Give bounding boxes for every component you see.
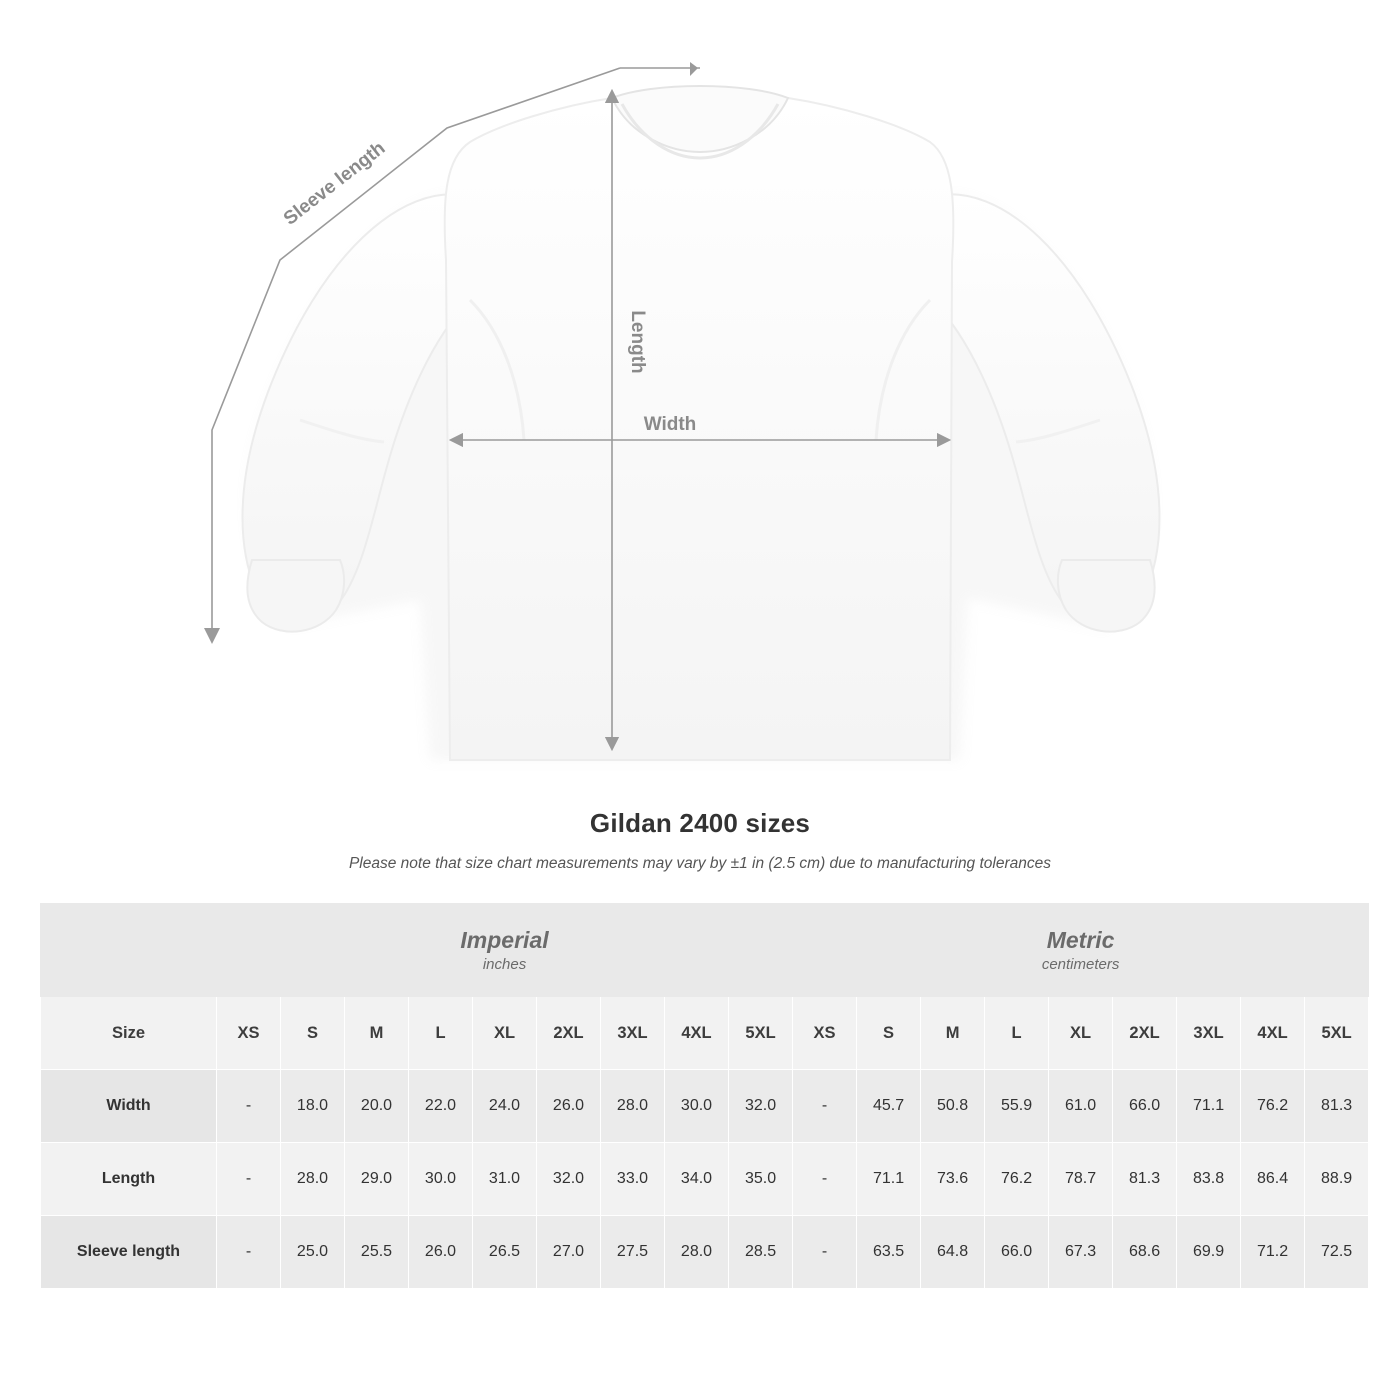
header-size-imperial-2: M (345, 997, 409, 1070)
cell-length-metric-4: 78.7 (1049, 1143, 1113, 1216)
unit-metric-name: Metric (1046, 926, 1115, 953)
cell-sleeve-metric-6: 69.9 (1177, 1216, 1241, 1289)
table-row (41, 1070, 1369, 1143)
cell-width-imperial-8: 32.0 (729, 1070, 793, 1143)
page-title: Gildan 2400 sizes (589, 808, 811, 838)
header-size-metric-0: XS (793, 997, 857, 1070)
table-row (41, 1143, 1369, 1216)
cell-sleeve-metric-0: - (793, 1216, 857, 1289)
cell-length-imperial-1: 28.0 (281, 1143, 345, 1216)
header-size-imperial-0: XS (217, 997, 281, 1070)
row-label-width: Width (41, 1070, 217, 1143)
cell-length-metric-6: 83.8 (1177, 1143, 1241, 1216)
header-size-imperial-8: 5XL (729, 997, 793, 1070)
cell-width-metric-4: 61.0 (1049, 1070, 1113, 1143)
cell-length-imperial-5: 32.0 (537, 1143, 601, 1216)
cell-length-metric-7: 86.4 (1241, 1143, 1305, 1216)
header-size-metric-4: XL (1049, 997, 1113, 1070)
unit-metric (793, 904, 1369, 997)
cell-length-metric-8: 88.9 (1305, 1143, 1369, 1216)
cell-sleeve-metric-7: 71.2 (1241, 1216, 1305, 1289)
cell-width-imperial-3: 22.0 (409, 1070, 473, 1143)
size-header-row (41, 997, 1369, 1070)
long-sleeve-shirt (243, 86, 1160, 760)
header-size-metric-3: L (985, 997, 1049, 1070)
unit-metric-sub: centimeters (1041, 955, 1120, 973)
cell-length-imperial-2: 29.0 (345, 1143, 409, 1216)
cell-width-imperial-4: 24.0 (473, 1070, 537, 1143)
cell-width-metric-8: 81.3 (1305, 1070, 1369, 1143)
cell-length-imperial-8: 35.0 (729, 1143, 793, 1216)
row-label-sleeve-length: Sleeve length (41, 1216, 217, 1289)
header-size-imperial-6: 3XL (601, 997, 665, 1070)
header-size-imperial-3: L (409, 997, 473, 1070)
header-size-metric-1: S (857, 997, 921, 1070)
cell-width-imperial-1: 18.0 (281, 1070, 345, 1143)
cell-length-metric-1: 71.1 (857, 1143, 921, 1216)
table-row (41, 1216, 1369, 1289)
cell-length-metric-0: - (793, 1143, 857, 1216)
cell-sleeve-metric-5: 68.6 (1113, 1216, 1177, 1289)
header-size-metric-2: M (921, 997, 985, 1070)
cell-length-imperial-0: - (217, 1143, 281, 1216)
cell-sleeve-metric-3: 66.0 (985, 1216, 1049, 1289)
cell-sleeve-imperial-5: 27.0 (537, 1216, 601, 1289)
cell-width-metric-3: 55.9 (985, 1070, 1049, 1143)
header-size-imperial-1: S (281, 997, 345, 1070)
cell-sleeve-imperial-7: 28.0 (665, 1216, 729, 1289)
header-size: Size (41, 997, 217, 1070)
cell-sleeve-imperial-3: 26.0 (409, 1216, 473, 1289)
cell-width-metric-2: 50.8 (921, 1070, 985, 1143)
cell-sleeve-imperial-0: - (217, 1216, 281, 1289)
cell-width-imperial-0: - (217, 1070, 281, 1143)
cell-length-imperial-6: 33.0 (601, 1143, 665, 1216)
header-size-metric-6: 3XL (1177, 997, 1241, 1070)
header-size-imperial-4: XL (473, 997, 537, 1070)
width-label: Width (643, 414, 697, 435)
sleeve-length-label: Sleeve length (279, 137, 390, 230)
cell-width-metric-0: - (793, 1070, 857, 1143)
cell-sleeve-metric-2: 64.8 (921, 1216, 985, 1289)
unit-imperial (217, 904, 793, 997)
cell-sleeve-imperial-8: 28.5 (729, 1216, 793, 1289)
header-size-imperial-5: 2XL (537, 997, 601, 1070)
cell-length-metric-2: 73.6 (921, 1143, 985, 1216)
cell-width-imperial-7: 30.0 (665, 1070, 729, 1143)
header-size-metric-8: 5XL (1305, 997, 1369, 1070)
size-chart-table (40, 903, 1369, 1289)
cell-width-metric-6: 71.1 (1177, 1070, 1241, 1143)
cell-sleeve-imperial-2: 25.5 (345, 1216, 409, 1289)
cell-width-metric-5: 66.0 (1113, 1070, 1177, 1143)
cell-length-imperial-4: 31.0 (473, 1143, 537, 1216)
cell-width-imperial-2: 20.0 (345, 1070, 409, 1143)
cell-sleeve-metric-8: 72.5 (1305, 1216, 1369, 1289)
cell-width-imperial-6: 28.0 (601, 1070, 665, 1143)
length-label: Length (627, 310, 648, 374)
cell-width-metric-1: 45.7 (857, 1070, 921, 1143)
cell-sleeve-metric-1: 63.5 (857, 1216, 921, 1289)
header-size-metric-5: 2XL (1113, 997, 1177, 1070)
cell-sleeve-metric-4: 67.3 (1049, 1216, 1113, 1289)
unit-imperial-sub: inches (482, 955, 527, 973)
cell-sleeve-imperial-1: 25.0 (281, 1216, 345, 1289)
cell-length-imperial-3: 30.0 (409, 1143, 473, 1216)
cell-sleeve-imperial-4: 26.5 (473, 1216, 537, 1289)
unit-imperial-name: Imperial (460, 926, 549, 953)
cell-length-metric-5: 81.3 (1113, 1143, 1177, 1216)
measurement-note: Please note that size chart measurements may vary by ±1 in (2.5 cm) due to manufacturing tolerances (348, 855, 1052, 872)
header-size-metric-7: 4XL (1241, 997, 1305, 1070)
cell-length-imperial-7: 34.0 (665, 1143, 729, 1216)
header-size-imperial-7: 4XL (665, 997, 729, 1070)
cell-width-imperial-5: 26.0 (537, 1070, 601, 1143)
cell-width-metric-7: 76.2 (1241, 1070, 1305, 1143)
row-label-length: Length (41, 1143, 217, 1216)
unit-header-row (41, 904, 1369, 997)
cell-length-metric-3: 76.2 (985, 1143, 1049, 1216)
cell-sleeve-imperial-6: 27.5 (601, 1216, 665, 1289)
unit-row-spacer (41, 904, 217, 997)
